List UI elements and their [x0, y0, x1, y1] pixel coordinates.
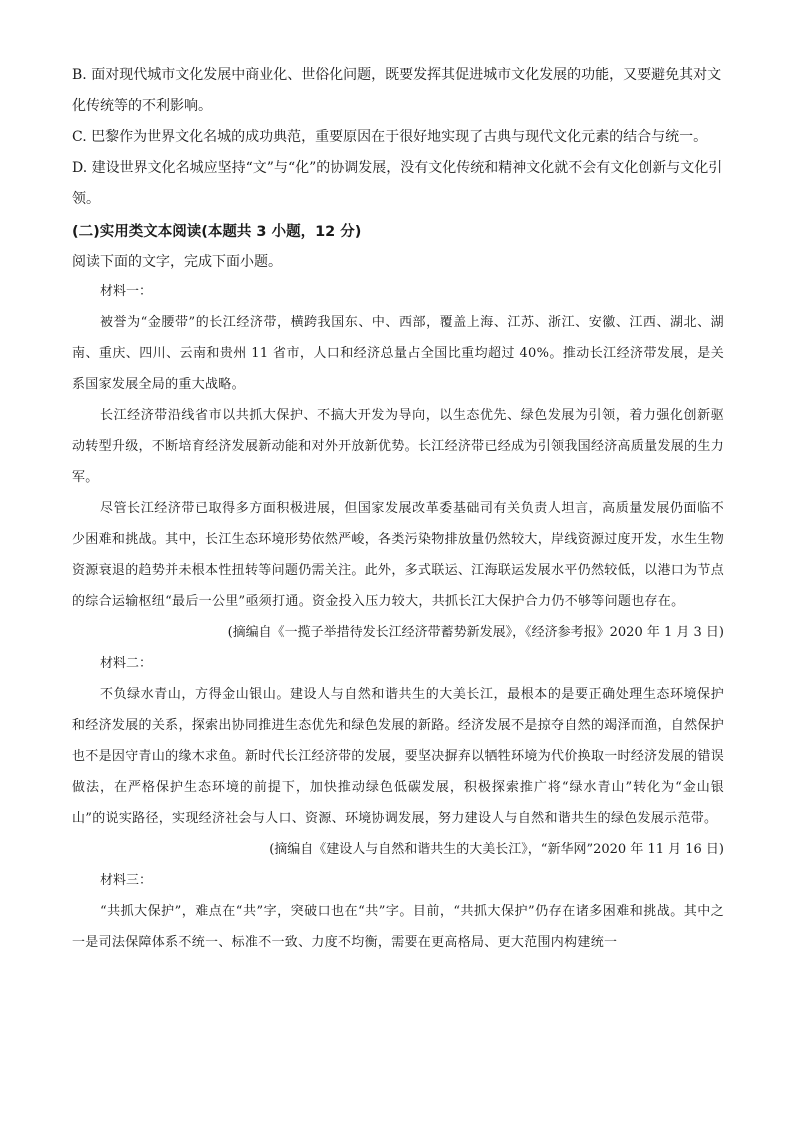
option-d: D. 建设世界文化名城应坚持“文”与“化”的协调发展，没有文化传统和精神文化就不会有文化创新与文化引领。 [72, 160, 723, 207]
material3-paragraph: “共抓大保护”，难点在“共”字，突破口也在“共”字。目前，“共抓大保护”仍存在诸多困难和挑战。其中之一是司法保障体系不统一、标准不一致、力度不均衡，需要在更高格局、更大范围内构建统一 [72, 904, 724, 950]
option-c: C. 巴黎作为世界文化名城的成功典范，重要原因在于很好地实现了古典与现代文化元素的结合与统一。 [72, 129, 708, 145]
material3-label: 材料三： [100, 873, 153, 888]
material2-paragraph: 不负绿水青山，方得金山银山。建设人与自然和谐共生的大美长江，最根本的是要正确处理生态环境保护和经济发展的关系，探索出协同推进生态优先和绿色发展的新路。经济发展不是掠夺自然的竭泽而渔，自然保护也不是因守青山的缘木求鱼。新时代长江经济带的发展，要坚决摒弃以牺牲环境为代价换取一时经济发展的错误做法，在严格保护生态环境的前提下，加快推动绿色低碳发展，积极探索推广将“绿水青山”转化为“金山银山”的说实路径，实现经济社会与人口、资源、环境协调发展，努力建设人与自然和谐共生的绿色发展示范带。 [72, 687, 724, 826]
material1-source: (摘编自《一揽子举措待发长江经济带蓄势新发展》，《经济参考报》2020 年 1 月 3 日) [227, 625, 724, 640]
material2-label: 材料二： [100, 656, 153, 671]
material2-source: (摘编自《建设人与自然和谐共生的大美长江》，“新华网”2020 年 11 月 16 日) [269, 842, 724, 857]
material1-label: 材料一： [100, 284, 153, 299]
material1-paragraph: 长江经济带沿线省市以共抓大保护、不搞大开发为导向，以生态优先、绿色发展为引领，着力强化创新驱动转型升级，不断培育经济发展新动能和对外开放新优势。长江经济带已经成为引领我国经济高质量发展的生力军。 [72, 408, 724, 485]
material1-paragraph: 被誉为“金腰带”的长江经济带，横跨我国东、中、西部，覆盖上海、江苏、浙江、安徽、江西、湖北、湖南、重庆、四川、云南和贵州 11 省市，人口和经济总量占全国比重均超过 40%。推动长江经济带发展，是关系国家发展全局的重大战略。 [72, 315, 724, 392]
option-b: B. 面对现代城市文化发展中商业化、世俗化问题，既要发挥其促进城市文化发展的功能，又要避免其对文化传统等的不利影响。 [72, 67, 722, 114]
instruction: 阅读下面的文字，完成下面小题。 [72, 254, 282, 270]
document-page [72, 60, 724, 958]
section-title: (二)实用类文本阅读(本题共 3 小题，12 分) [72, 224, 362, 240]
material1-paragraph: 尽管长江经济带已取得多方面积极进展，但国家发展改革委基础司有关负责人坦言，高质量发展仍面临不少困难和挑战。其中，长江生态环境形势依然严峻，各类污染物排放量仍然较大，岸线资源过度开发，水生生物资源衰退的趋势并未根本性扭转等问题仍需关注。此外，多式联运、江海联运发展水平仍然较低，以港口为节点的综合运输枢纽“最后一公里”亟须打通。资金投入压力较大，共抓长江大保护合力仍不够等问题也存在。 [72, 501, 724, 609]
